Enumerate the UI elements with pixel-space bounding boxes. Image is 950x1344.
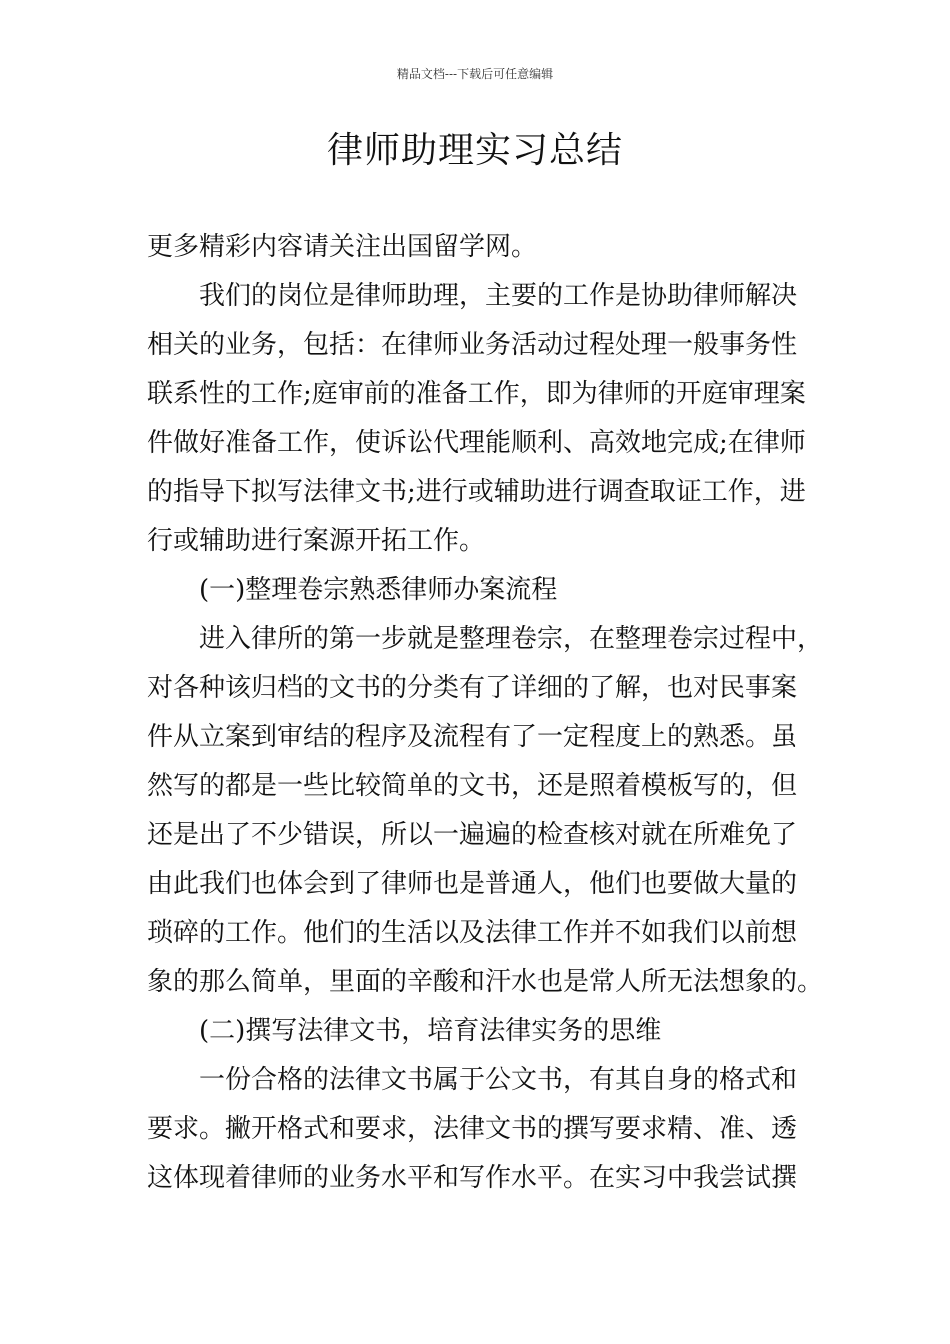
document-body [147,223,827,1203]
text-line: 行或辅助进行案源开拓工作。 [147,526,486,556]
text-line: 这体现着律师的业务水平和写作水平。在实习中我尝试撰 [147,1163,798,1193]
text-line: 的指导下拟写法律文书;进行或辅助进行调查取证工作，进 [147,477,806,507]
document-title: 律师助理实习总结 [326,130,623,171]
header-note: 精品文档---下载后可任意编辑 [396,67,554,81]
text-line: (二)撰写法律文书，培育法律实务的思维 [199,1016,662,1046]
text-line: 对各种该归档的文书的分类有了详细的了解，也对民事案 [147,673,798,703]
text-line: 件做好准备工作，使诉讼代理能顺利、高效地完成;在律师 [147,428,806,458]
text-line: 象的那么简单，里面的辛酸和汗水也是常人所无法想象的。 [147,967,824,997]
text-line: 琐碎的工作。他们的生活以及法律工作并不如我们以前想 [147,918,798,948]
text-line: 进入律所的第一步就是整理卷宗，在整理卷宗过程中， [199,624,824,654]
text-line: 件从立案到审结的程序及流程有了一定程度上的熟悉。虽 [147,722,798,752]
text-line: (一)整理卷宗熟悉律师办案流程 [199,575,558,605]
text-line: 由此我们也体会到了律师也是普通人，他们也要做大量的 [147,869,798,899]
text-line: 相关的业务，包括：在律师业务活动过程处理一般事务性 [147,330,798,360]
text-line: 然写的都是一些比较简单的文书，还是照着模板写的，但 [147,771,798,801]
text-line: 还是出了不少错误，所以一遍遍的检查核对就在所难免了 [147,820,798,850]
text-line: 一份合格的法律文书属于公文书，有其自身的格式和 [199,1065,798,1095]
text-line: 我们的岗位是律师助理，主要的工作是协助律师解决 [199,281,798,311]
text-line: 联系性的工作;庭审前的准备工作，即为律师的开庭审理案 [147,379,806,409]
text-line: 要求。撇开格式和要求，法律文书的撰写要求精、准、透 [147,1114,798,1144]
text-line: 更多精彩内容请关注出国留学网。 [147,232,538,262]
